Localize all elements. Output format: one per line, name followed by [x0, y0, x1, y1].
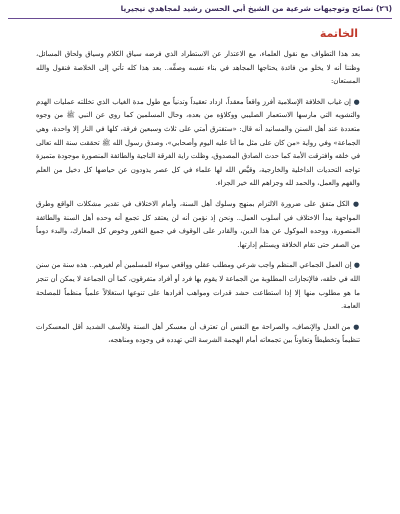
bullet-icon: ●	[353, 322, 360, 331]
paragraph	[36, 259, 360, 313]
bullet-icon: ●	[353, 261, 360, 270]
paragraph	[36, 96, 360, 191]
running-title: نصائح وتوجيهات شرعية من الشيخ أبي الحسن رشيد لمجاهدي نيجيريا	[120, 4, 374, 13]
running-header	[8, 4, 392, 18]
paragraph-text: من العدل والإنصاف، والصراحة مع النفس أن تعترف أن معسكر أهل السنة وللأسف الشديد أقل المعسكرات تنظيماً وتخطيطاً وتعاوناً بين تجمعاته أمام الهجمة الشرسة التي تهدده في وجوده ومناهجه،	[36, 322, 360, 345]
paragraph-text: بعد هذا التطواف مع نقول العلماء، مع الاعتذار عن الاستطراد الذي فرضه سياق الكلام وسياق ولحاق المسائل، وظننا أنه لا يخلو من فائدة يحتاجها المجاهد في بناء نفسه وصفِّه.. بعد هذا كله تأتي إلى الخلاصة فنقول والله المستعان:	[36, 50, 360, 86]
bullet-icon: ●	[352, 199, 360, 208]
paragraph-text: إن غياب الخلافة الإسلامية أفرز واقعاً معقداً، ازداد تعقيداً وتدنياً مع طول مدة الغياب الذي تخللته عمليات الهدم والتشويه التي مارسها الاستعمار الصليبي ووكلاؤه من بعده، وحال المسلمين كما روي عن النبي ﷺ من وجوه متعددة عند أهل السنن والمسانيد أنه قال: «ستفترق أمتي على ثلاث وسبعين فرقة، كلها في النار إلا واحدة، وهي الجماعة» وفي رواية «من كان على مثل ما أنا عليه اليوم وأصحابي»، وصدق رسول الله ﷺ تحققت سنة الله تعالى في خلقه وافترقت الأمة كما حدث الصادق المصدوق، وظلت راية الفرقة الناجية والطائفة المنصورة موجودة متميزة تواجه التحديات الداخلية والخارجية، وقيَّض الله لها علماء في كل عصر يذودون عن حياضها كل دخيل من العلم والفهم والعمل، والحمد لله وجزاهم الله خير الجزاء.	[36, 97, 360, 188]
paragraph	[36, 321, 360, 348]
bullet-icon: ●	[353, 97, 360, 106]
body-text	[36, 48, 360, 508]
paragraph	[36, 198, 360, 252]
section-title: الخاتمة	[319, 27, 358, 40]
header-divider	[8, 18, 392, 19]
paragraph-text: إن العمل الجماعي المنظم واجب شرعي ومطلب عقلي وواقعي سواء للمسلمين أم لغيرهم.. هذه سنة من سنن الله في خلقه، فالإنجازات المطلوبة من الجماعة لا يقوم بها فرد أو أفراد متفرقون، كما أن الجماعة لا يمكن أن تنجز ما هو مطلوب منها إلا إذا استطاعت حشد قدرات ومواهب أفرادها على تنوعها استغلالاً علمياً منظماً للمصلحة العامة.	[36, 261, 360, 311]
paragraph	[36, 48, 360, 89]
page-number: (٢٦)	[375, 4, 392, 13]
paragraph-text: الكل متفق على ضرورة الالتزام بمنهج وسلوك أهل السنة، وأمام الاختلاف في تقدير مشكلات الواقع وطرق المواجهة يبدأ الاختلاف في أسلوب العمل.. ونحن إذ نؤمن أنه لن يعتقد كل تجمع أنه وحده أهل السنة والطائفة المنصورة، ووحده الموكول عن هذا الدين، والقادر على الوقوف في جميع الثغور وخوض كل المعارك، والبدء دوماً من الصفر حتى تقام الخلافة ويستلم إدارتها.	[36, 199, 360, 249]
